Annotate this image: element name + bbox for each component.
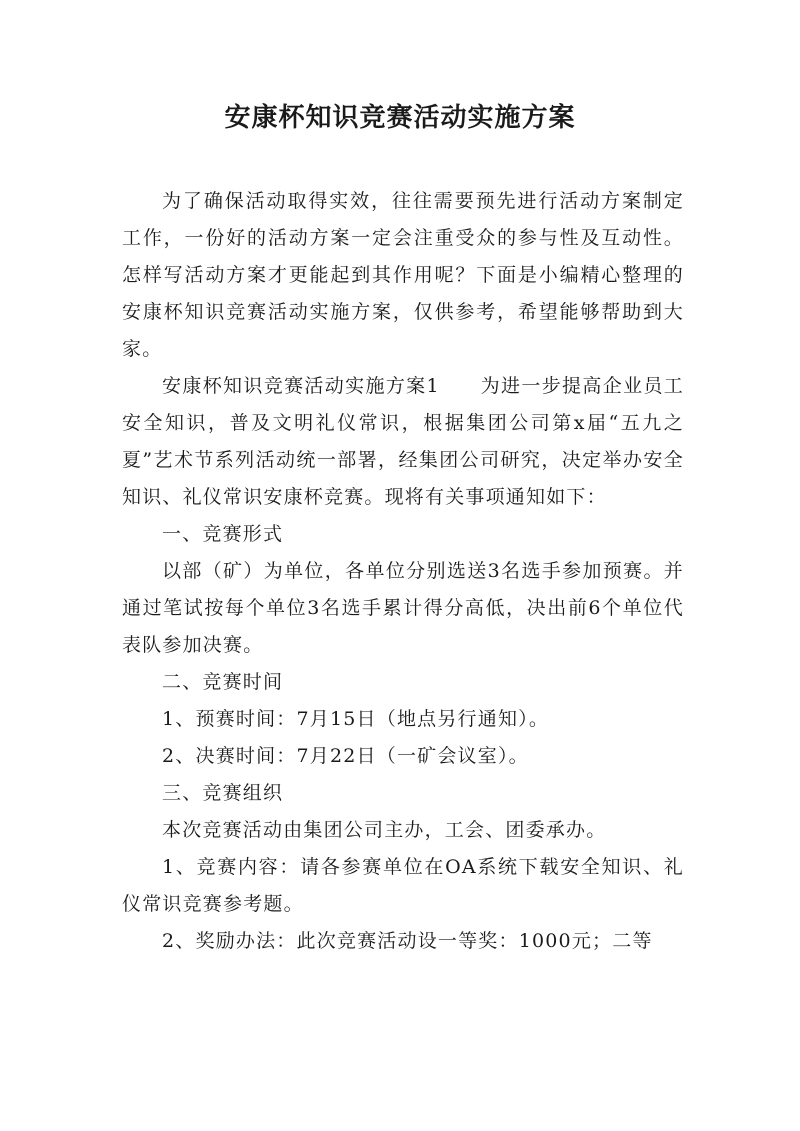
paragraph-intro: 为了确保活动取得实效，往往需要预先进行活动方案制定工作，一份好的活动方案一定会注重受众的参与性及互动性。怎样写活动方案才更能起到其作用呢？下面是小编精心整理的安康杯知识竞赛活动实施方案，仅供参考，希望能够帮助到大家。 bbox=[122, 190, 684, 360]
paragraph-rewards: 2、奖励办法：此次竞赛活动设一等奖：1000元；二等 bbox=[162, 930, 653, 952]
paragraph-final-time: 2、决赛时间：7月22日（一矿会议室）。 bbox=[162, 745, 529, 767]
paragraph-organizers: 本次竞赛活动由集团公司主办，工会、团委承办。 bbox=[162, 819, 607, 841]
section-heading-format: 一、竞赛形式 bbox=[162, 523, 284, 545]
document-title: 安康杯知识竞赛活动实施方案 bbox=[224, 103, 576, 133]
paragraph-prelim-time: 1、预赛时间：7月15日（地点另行通知）。 bbox=[162, 708, 550, 730]
section-heading-organization: 三、竞赛组织 bbox=[162, 782, 284, 804]
document-body bbox=[122, 183, 684, 960]
paragraph-content: 1、竞赛内容：请各参赛单位在OA系统下载安全知识、礼仪常识竞赛参考题。 bbox=[122, 856, 684, 915]
paragraph-format: 以部（矿）为单位，各单位分别选送3名选手参加预赛。并通过笔试按每个单位3名选手累计得分高低，决出前6个单位代表队参加决赛。 bbox=[122, 560, 684, 656]
paragraph-plan-intro: 安康杯知识竞赛活动实施方案1 为进一步提高企业员工安全知识，普及文明礼仪常识，根据集团公司第x届“五九之夏”艺术节系列活动统一部署，经集团公司研究，决定举办安全知识、礼仪常识安康杯竞赛。现将有关事项通知如下： bbox=[122, 375, 684, 508]
section-heading-time: 二、竞赛时间 bbox=[162, 671, 284, 693]
